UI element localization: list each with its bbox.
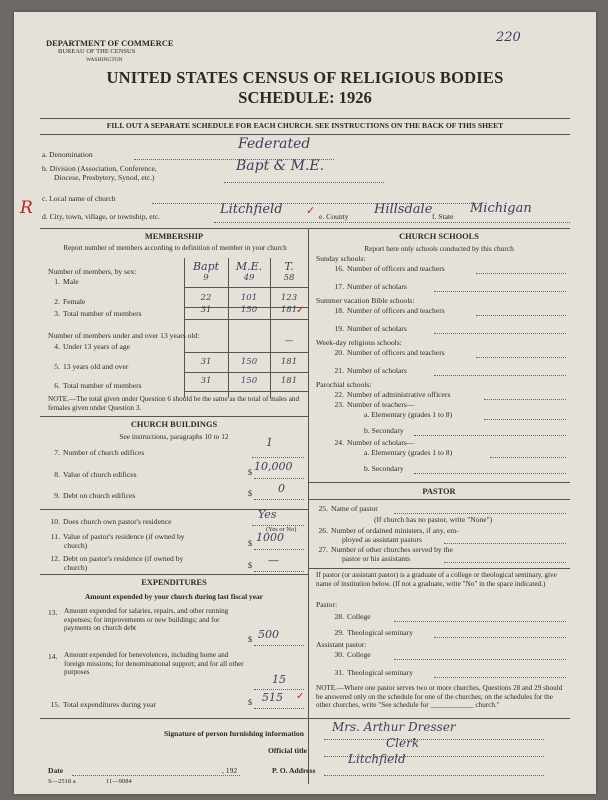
exp-row-13-label: Amount expended for salaries, repairs, and other running expenses; for improvements or new buildings; and for payments on church debt xyxy=(64,607,229,633)
schools-instruction: Report here only schools conducted by this church xyxy=(364,244,514,253)
schools-row-23: 23. Number of teachers— xyxy=(334,400,415,409)
pastor-row-27-2: pastor or his assistants xyxy=(342,554,411,563)
pastor-row-26-2: ployed as assistant pastors xyxy=(342,535,422,544)
schools-group-sunday: Sunday schools: xyxy=(316,254,366,263)
column-header-me: M.E. xyxy=(235,260,263,273)
field-division-value: Bapt & M.E. xyxy=(236,158,325,174)
male-bapt: 9 xyxy=(203,273,209,283)
sheet-number: 220 xyxy=(496,30,521,45)
schools-row-17: 17. Number of scholars xyxy=(334,282,407,291)
field-denomination-value: Federated xyxy=(238,136,311,152)
field-state-label: f. State xyxy=(432,212,454,221)
field-denomination-label: a. Denomination xyxy=(42,150,93,159)
pastor-row-29: 29. Theological seminary xyxy=(334,628,414,637)
buildings-row-residence: 10. Does church own pastor's residence xyxy=(50,517,172,526)
female-total: 123 xyxy=(280,293,298,303)
field-city-label: d. City, town, village, or township, etc. xyxy=(42,212,161,221)
membership-row-male: 1. Male xyxy=(54,277,79,286)
buildings-row-debt: 9. Debt on church edifices xyxy=(54,491,136,500)
year-prefix: , 192 xyxy=(222,766,238,775)
exp-15-check: ✓ xyxy=(296,691,305,702)
column-header-total: T. xyxy=(284,260,294,273)
field-county-value: Hillsdale xyxy=(374,202,433,217)
signature-label: Signature of person furnishing information xyxy=(164,729,304,738)
schools-row-24a: a. Elementary (grades 1 to 8) xyxy=(364,448,453,457)
yes-or-no-hint: (Yes or No) xyxy=(266,526,297,533)
female-bapt: 22 xyxy=(200,293,212,303)
q6-bapt: 31 xyxy=(200,376,212,386)
membership-note: NOTE.—The total given under Question 6 should be the same as the total of males and females given under Question 3. xyxy=(48,395,300,412)
print-code: 11—9084 xyxy=(106,778,132,785)
over13-me: 150 xyxy=(240,357,258,367)
department-title: DEPARTMENT OF COMMERCE xyxy=(46,38,174,48)
bureau-title: BUREAU OF THE CENSUS xyxy=(58,48,136,55)
pastor-row-28: 28. College xyxy=(334,612,371,621)
membership-age-label: Number of members under and over 13 years old: xyxy=(48,331,200,340)
exp-13-value: 500 xyxy=(258,628,279,641)
field-county-label: e. County xyxy=(319,212,349,221)
census-form xyxy=(14,12,596,794)
schools-row-18: 18. Number of officers and teachers xyxy=(334,306,445,315)
buildings-row-value: 8. Value of church edifices xyxy=(54,470,137,479)
buildings-row-residence-debt: 12. Debt on pastor's residence (if owned by xyxy=(50,554,184,563)
instructions-line: FILL OUT A SEPARATE SCHEDULE FOR EACH CHURCH. SEE INSTRUCTIONS ON THE BACK OF THIS SHEET xyxy=(106,121,504,130)
schools-row-16: 16. Number of officers and teachers xyxy=(334,264,445,273)
membership-title: MEMBERSHIP xyxy=(144,232,204,241)
signature-value: Mrs. Arthur Dresser xyxy=(332,720,456,734)
membership-sex-label: Number of members, by sex: xyxy=(48,267,137,276)
schools-row-22: 22. Number of administrative officers xyxy=(334,390,451,399)
membership-row-female: 2. Female xyxy=(54,297,86,306)
pastor-subhead: Pastor: xyxy=(316,600,338,609)
schools-row-24b: b. Secondary xyxy=(364,464,404,473)
expenditures-title: EXPENDITURES xyxy=(141,578,207,587)
schools-row-19: 19. Number of scholars xyxy=(334,324,407,333)
edifices-value: 1 xyxy=(266,436,273,449)
male-total: 58 xyxy=(283,273,295,283)
schools-title: CHURCH SCHOOLS xyxy=(399,232,479,241)
total-me: 150 xyxy=(240,305,258,315)
official-title-value: Clerk xyxy=(386,736,420,750)
city-title: WASHINGTON xyxy=(86,57,123,63)
schools-row-20: 20. Number of officers and teachers xyxy=(334,348,445,357)
column-header-bapt: Bapt xyxy=(192,260,220,273)
exp-15-value: 515 xyxy=(262,691,283,704)
assistant-pastor-subhead: Assistant pastor: xyxy=(316,640,367,649)
form-code: S—2518 a xyxy=(48,778,76,785)
schools-group-weekday: Week-day religious schools: xyxy=(316,338,402,347)
pastor-graduate-instruction: If pastor (or assistant pastor) is a graduate of a college or theological seminary, give name of institution below. (If not a graduate, write "No" in the space indicated.) xyxy=(316,571,557,588)
pastor-row-25-hint: (If church has no pastor, write "None") xyxy=(374,515,493,524)
total-total: 181 xyxy=(280,305,298,315)
field-city-value: Litchfield xyxy=(220,202,283,217)
membership-row-total: 3. Total number of members xyxy=(54,309,142,318)
debt-value: 0 xyxy=(278,482,285,495)
red-checkmark: ✓ xyxy=(306,205,316,217)
pastor-row-30: 30. College xyxy=(334,650,371,659)
residence-amount: 1000 xyxy=(256,531,284,544)
residence-value: Yes xyxy=(258,508,277,521)
total-bapt: 31 xyxy=(200,305,212,315)
over13-bapt: 31 xyxy=(200,357,212,367)
schools-row-23a: a. Elementary (grades 1 to 8) xyxy=(364,410,453,419)
pastor-row-25: 25. Name of pastor xyxy=(318,504,378,513)
membership-row-under13: 4. Under 13 years of age xyxy=(54,342,131,351)
pastor-row-27: 27. Number of other churches served by the xyxy=(318,545,453,554)
field-division-label: b. Division (Association, Conference, xyxy=(42,164,157,173)
dollar-sign: $ xyxy=(248,468,252,477)
red-margin-mark: R xyxy=(20,198,33,218)
membership-row-totalmembers: 6. Total number of members xyxy=(54,381,142,390)
buildings-instruction: See instructions, paragraphs 10 to 12 xyxy=(119,432,229,441)
pastor-row-26: 26. Number of ordained ministers, if any, em- xyxy=(318,526,459,535)
form-schedule: SCHEDULE: 1926 xyxy=(238,88,372,107)
q6-total: 181 xyxy=(280,376,298,386)
po-address-label: P. O. Address xyxy=(272,766,316,775)
date-label: Date xyxy=(48,766,64,775)
exp-num-14: 14. xyxy=(48,652,58,661)
dollar-sign: $ xyxy=(248,539,252,548)
male-me: 49 xyxy=(243,273,255,283)
schools-group-parochial: Parochial schools: xyxy=(316,380,372,389)
pastor-title: PASTOR xyxy=(422,487,456,496)
pastor-note: NOTE.—Where one pastor serves two or more churches, Questions 28 and 29 should be answered only on the schedule for one of the churches; on the schedules for the other churches, write "See schedule for ____________ church." xyxy=(316,684,563,710)
q6-me: 150 xyxy=(240,376,258,386)
female-me: 101 xyxy=(240,293,258,303)
schools-row-21: 21. Number of scholars xyxy=(334,366,407,375)
form-title: UNITED STATES CENSUS OF RELIGIOUS BODIES xyxy=(106,68,504,87)
dollar-sign: $ xyxy=(248,635,252,644)
schools-row-24: 24. Number of scholars— xyxy=(334,438,415,447)
buildings-row-residence-value-2: church) xyxy=(64,541,88,550)
buildings-row-residence-value: 11. Value of pastor's residence (if owned by xyxy=(50,532,185,541)
exp-row-14-label: Amount expended for benevolences, including home and foreign missions; for denominational support; and for all other purposes xyxy=(64,651,244,677)
over13-total: 181 xyxy=(280,357,298,367)
exp-row-15: 15. Total expenditures during year xyxy=(50,700,156,709)
field-state-value: Michigan xyxy=(470,201,532,216)
field-local-name-label: c. Local name of church xyxy=(42,194,116,203)
po-address-value: Litchfield xyxy=(348,752,406,766)
membership-instruction: Report number of members according to definition of member in your church xyxy=(63,244,287,252)
exp-num-13: 13. xyxy=(48,608,58,617)
official-title-label: Official title xyxy=(268,746,308,755)
edifices-value-amount: 10,000 xyxy=(254,460,293,473)
membership-row-over13: 5. 13 years old and over xyxy=(54,362,129,371)
schools-group-summer: Summer vacation Bible schools: xyxy=(316,296,415,305)
field-division-label-2: Diocese, Presbytery, Synod, etc.) xyxy=(54,173,155,182)
dollar-sign: $ xyxy=(248,698,252,707)
buildings-row-edifices: 7. Number of church edifices xyxy=(54,448,145,457)
schools-row-23b: b. Secondary xyxy=(364,426,404,435)
dollar-sign: $ xyxy=(248,489,252,498)
buildings-title: CHURCH BUILDINGS xyxy=(130,420,218,429)
residence-debt-value: — xyxy=(268,554,279,567)
pastor-row-31: 31. Theological seminary xyxy=(334,668,414,677)
buildings-row-residence-debt-2: church) xyxy=(64,563,88,572)
total-check: ✓ xyxy=(296,305,305,316)
exp-14-value: 15 xyxy=(272,673,286,686)
under13-total: — xyxy=(284,336,294,346)
dollar-sign: $ xyxy=(248,561,252,570)
expenditures-instruction: Amount expended by your church during last fiscal year xyxy=(85,592,263,601)
